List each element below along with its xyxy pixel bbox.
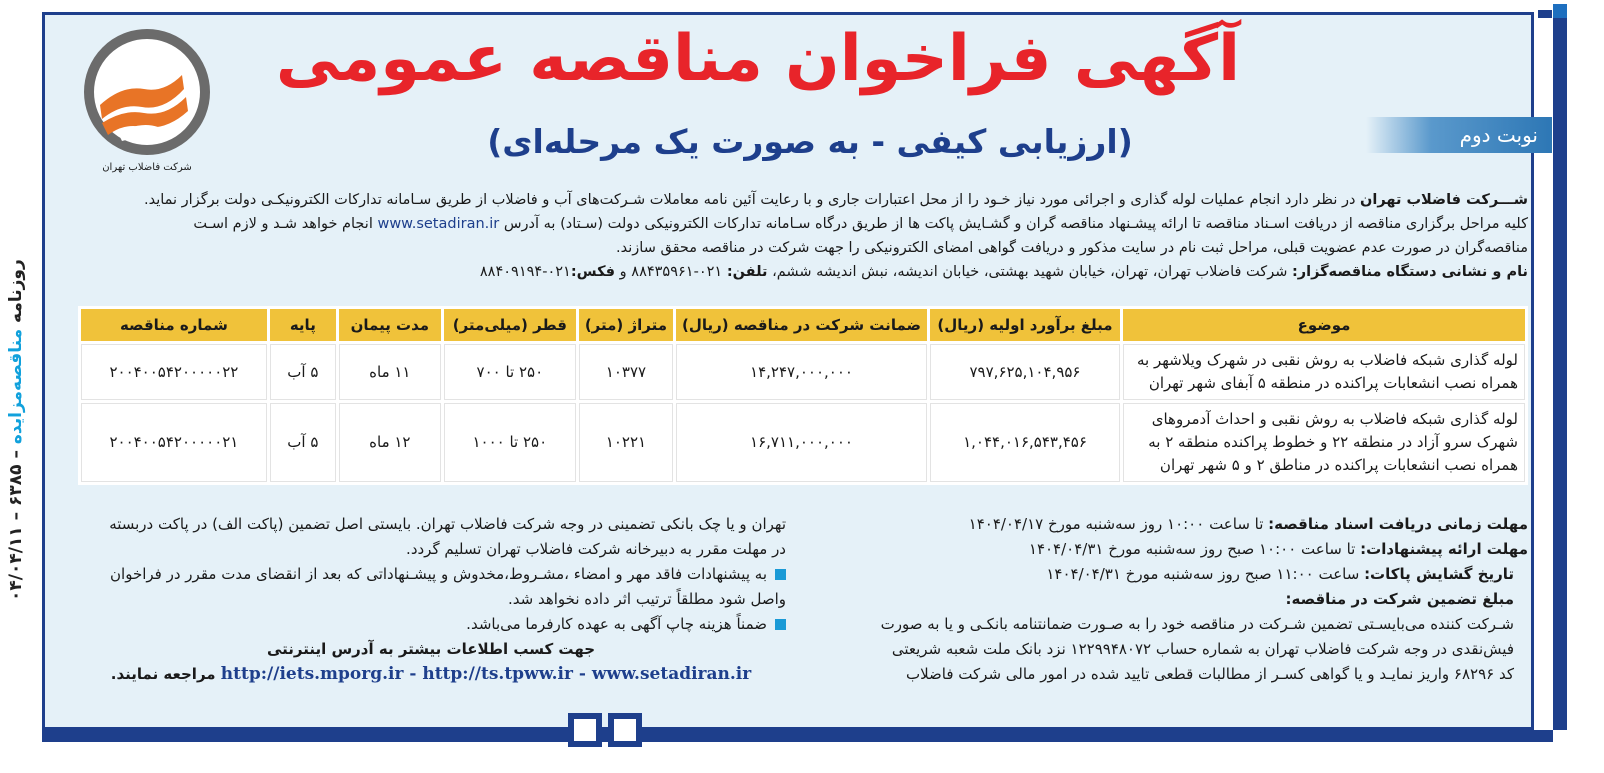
note-2: ضمناً هزینه چاپ آگهی به عهده کارفرما می‌باشد. [466, 615, 767, 633]
address-label: نام و نشانی دستگاه مناقصه‌گزار: [1291, 264, 1528, 280]
column-header: موضوع [1123, 309, 1525, 341]
issue-number: ۶۳۸۵ [6, 464, 26, 506]
deadlines-section [808, 512, 1528, 687]
bullet-square-icon [775, 619, 786, 630]
notes-section [76, 512, 786, 687]
newspaper-imprint: روزنامه مناقصه‌مزایده – ۶۳۸۵ – ۰۴/۰۴/۱۱ [6, 259, 26, 601]
note-1a: به پیشنهادات فاقد مهر و امضاء ،مشـروط،مخدوش و پیشـنهاداتی که بعد از انقضای مدت مقرر در فراخوان [110, 565, 767, 583]
company-name: شـــرکت فاضلاب تهران [1360, 192, 1528, 208]
opening-date-value: ساعت ۱۱:۰۰ صبح روز سه‌شنبه مورخ ۱۴۰۴/۰۴/۳۱ [1046, 565, 1365, 583]
column-header: مبلغ برآورد اولیه (ریال) [930, 309, 1120, 341]
round-badge: نوبت دوم [1366, 117, 1552, 153]
page-subtitle: (ارزیابی کیفی - به صورت یک مرحله‌ای) [487, 122, 1133, 161]
cell-diameter: ۲۵۰ تا ۷۰۰ [444, 344, 576, 400]
page-title: آگهی فراخوان مناقصه عمومی [275, 22, 1240, 96]
cell-duration: ۱۲ ماه [339, 403, 441, 482]
opening-date-label: تاریخ گشایش پاکات: [1364, 565, 1514, 583]
offer-deadline-label: مهلت ارائه پیشنهادات: [1360, 540, 1528, 558]
frame-accent-bottom [42, 730, 1553, 742]
issue-date: ۰۴/۰۴/۱۱ [6, 526, 26, 601]
guarantee-label: مبلغ تضمین شرکت در مناقصه: [1285, 590, 1514, 608]
cell-guarantee: ۱۴,۲۴۷,۰۰۰,۰۰۰ [676, 344, 927, 400]
column-header: شماره مناقصه [81, 309, 267, 341]
column-header: قطر (میلی‌متر) [444, 309, 576, 341]
frame-accent-corner [1553, 4, 1567, 18]
fax-value: ۰۲۱-۸۸۴۰۹۱۹۴ [479, 264, 571, 280]
newspaper-brand: مناقصه‌مزایده [6, 328, 26, 444]
cell-length: ۱۰۳۷۷ [579, 344, 673, 400]
cell-tender-number: ۲۰۰۴۰۰۵۴۲۰۰۰۰۰۲۲ [81, 344, 267, 400]
setad-link[interactable]: www.setadiran.ir [377, 216, 500, 232]
intro-line-1: در نظر دارد انجام عملیات لوله گذاری و اجرائی مورد نیاز خـود را از محل اعتبارات جاری و با رعایت آئین نامه معاملات شـرکت‌های آب و فاضلاب از طریق سـامانه تدارکات الکترونیکـی دولت برگزار نماید. [143, 192, 1361, 208]
more-info: جهت کسب اطلاعات بیشتر به آدرس اینترنتی [266, 640, 596, 658]
frame-accent-top [1538, 10, 1552, 18]
offer-deadline-value: تا ساعت ۱۰:۰۰ صبح روز سه‌شنبه مورخ ۱۴۰۴/۰۴/۳۱ [1028, 540, 1361, 558]
phone-value: ۰۲۱-۸۸۴۳۵۹۶۱ و [615, 264, 727, 280]
column-header: پایه [270, 309, 336, 341]
cell-subject: لوله گذاری شبکه فاضلاب به روش نقبی در شهرک ویلاشهر به همراه نصب انشعابات پراکنده در منطقه ۵ آبفای شهر تهران [1123, 344, 1525, 400]
cell-tender-number: ۲۰۰۴۰۰۵۴۲۰۰۰۰۰۲۱ [81, 403, 267, 482]
cell-estimate: ۷۹۷,۶۲۵,۱۰۴,۹۵۶ [930, 344, 1120, 400]
cell-grade: ۵ آب [270, 403, 336, 482]
refer-text: مراجعه نمایند. [110, 665, 221, 683]
newspaper-prefix: روزنامه [6, 259, 26, 323]
decor-square [568, 713, 602, 747]
guarantee-text-3: کد ۶۸۲۹۶ واریز نمایـد و یا گواهی کسـر از مطالبات قطعی تایید شده در امور مالی شرکت فاضلاب [905, 665, 1514, 683]
cell-subject: لوله گذاری شبکه فاضلاب به روش نقبی و احداث آدمروهای شهرک سرو آزاد در منطقه ۲۲ و خطوط پراکنده منطقه ۲ به همراه نصب انشعابات پراکنده در مناطق ۲ و ۵ شهر تهران [1123, 403, 1525, 482]
note-1b: واصل شود مطلقاً ترتیب اثر داده نخواهد شد. [508, 590, 786, 608]
cell-guarantee: ۱۶,۷۱۱,۰۰۰,۰۰۰ [676, 403, 927, 482]
address-value: شرکت فاضلاب تهران، تهران، خیابان شهید بهشتی، خیابان اندیشه، نبش اندیشه ششم، [767, 264, 1292, 280]
cell-length: ۱۰۲۲۱ [579, 403, 673, 482]
intro-line-2a: کلیه مراحل برگزاری مناقصه از دریافت اسـناد مناقصه تا ارائه پیشـنهاد مناقصه گران و گشـایش پاکت ها از طریق درگاه سـامانه تدارکات الکترونیکی دولت (سـتاد) به آدرس [499, 216, 1528, 232]
docs-deadline-label: مهلت زمانی دریافت اسناد مناقصه: [1268, 515, 1528, 533]
fax-label: فکس: [570, 264, 616, 280]
intro-line-3: مناقصه‌گران در صورت عدم عضویت قبلی، مراحل ثبت نام در سایت مذکور و دریافت گواهی امضای الکترونیکی را جهت شرکت در مناقصه محقق سازند. [616, 240, 1528, 256]
logo-caption: شرکت فاضلاب تهران [102, 162, 192, 173]
column-header: مدت پیمان [339, 309, 441, 341]
decor-square [608, 713, 642, 747]
frame-accent-right [1553, 18, 1567, 730]
phone-label: تلفن: [726, 264, 768, 280]
table-row [81, 344, 1525, 400]
cell-diameter: ۲۵۰ تا ۱۰۰۰ [444, 403, 576, 482]
guarantee-text-1: شـرکت کننده می‌بایسـتی تضمین شـرکت در مناقصه خود را به صـورت ضمانتنامه بانکـی و یا به صورت [880, 615, 1514, 633]
bullet-square-icon [775, 569, 786, 580]
intro-text [73, 188, 1528, 284]
company-logo-icon [82, 27, 212, 157]
cell-duration: ۱۱ ماه [339, 344, 441, 400]
guarantee-continued-2: در مهلت مقرر به دبیرخانه شرکت فاضلاب تهران تسلیم گردد. [406, 540, 786, 558]
guarantee-continued-1: تهران و یا چک بانکی تضمینی در وجه شرکت فاضلاب تهران. بایستی اصل تضمین (پاکت الف) در پاکت دربسته [109, 515, 786, 533]
column-header: ضمانت شرکت در مناقصه (ریال) [676, 309, 927, 341]
column-header: متراژ (متر) [579, 309, 673, 341]
guarantee-text-2: فیش‌نقدی در وجه شرکت فاضلاب تهران به شماره حساب ۱۲۲۹۹۴۸۰۷۲ نزد بانک ملت شعبه شریعتی [891, 640, 1514, 658]
tender-table [78, 306, 1528, 485]
cell-estimate: ۱,۰۴۴,۰۱۶,۵۴۳,۴۵۶ [930, 403, 1120, 482]
intro-line-2b: انجام خواهد شـد و لازم اسـت [193, 216, 378, 232]
website-links[interactable]: http://iets.mporg.ir - http://ts.tpww.ir - www.setadiran.ir [220, 664, 752, 684]
docs-deadline-value: تا ساعت ۱۰:۰۰ روز سه‌شنبه مورخ ۱۴۰۴/۰۴/۱۷ [968, 515, 1269, 533]
table-row [81, 403, 1525, 482]
cell-grade: ۵ آب [270, 344, 336, 400]
